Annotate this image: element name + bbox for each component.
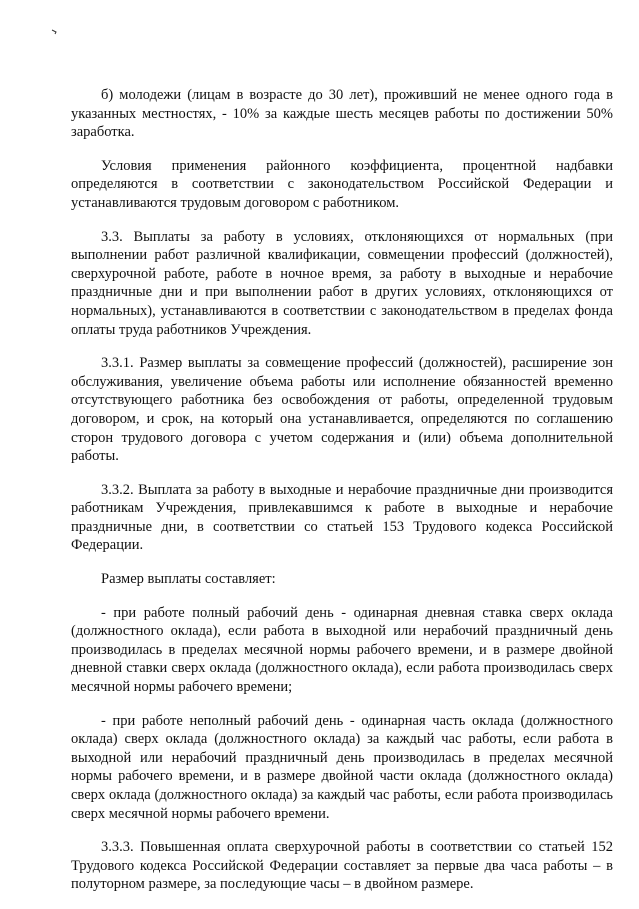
paragraph-3-3-3: 3.3.3. Повышенная оплата сверхурочной работы в соответствии со статьей 152 Трудового кодекса Российской Федерации составляет за первые два часа работы – в полуторном размере, за последующие часы – в двойном размере. <box>71 839 613 893</box>
paragraph-conditions: Условия применения районного коэффициента, процентной надбавки определяются в соответствии с законодательством Российской Федерации и устанавливаются трудовым договором с работником. <box>71 157 613 211</box>
paragraph-3-3: 3.3. Выплаты за работу в условиях, отклоняющихся от нормальных (при выполнении работ различной квалификации, совмещении профессий (должностей), сверхурочной работе, работе в ночное время, за работу в выходные и нерабочие праздничные дни и при выполнении работ в других условиях, отклоняющихся от нормальных), устанавливаются в соответствии с законодательством в пределах фонда оплаты труда работников Учреждения. <box>71 228 613 338</box>
paragraph-3-3-1: 3.3.1. Размер выплаты за совмещение профессий (должностей), расширение зон обслуживания, увеличение объема работы или исполнение обязанностей временно отсутствующего работника без освобождения от работы, определенной трудовым договором, и срок, на который она устанавливается, определяются по соглашению сторон трудового договора с учетом содержания и (или) объема дополнительной работы. <box>71 355 613 465</box>
scan-speck-icon <box>51 28 59 36</box>
paragraph-youth-allowance: б) молодежи (лицам в возрасте до 30 лет), проживший не менее одного года в указанных местностях, - 10% за каждые шесть месяцев работы по достижении 50% заработка. <box>71 87 613 141</box>
paragraph-payment-size: Размер выплаты составляет: <box>101 571 276 588</box>
document-body <box>71 86 613 909</box>
paragraph-part-day: - при работе неполный рабочий день - одинарная часть оклада (должностного оклада) сверх оклада (должностного оклада) за каждый час работы, если работа в выходной или нерабочий праздничный день производилась в пределах месячной нормы рабочего времени, и в размере двойной части оклада (должностного оклада) сверх оклада (должностного оклада) за каждый час работы, если работа производилась сверх месячной нормы рабочего времени. <box>71 712 613 822</box>
paragraph-full-day: - при работе полный рабочий день - одинарная дневная ставка сверх оклада (должностного оклада), если работа в выходной или нерабочий праздничный день производилась в пределах месячной нормы рабочего времени, и в размере двойной дневной ставки сверх оклада (должностного оклада), если работа производилась сверх месячной нормы рабочего времени; <box>71 604 613 696</box>
paragraph-3-3-2: 3.3.2. Выплата за работу в выходные и нерабочие праздничные дни производится работникам Учреждения, привлекавшимся к работе в выходные и нерабочие праздничные дни, в соответствии со статьей 153 Трудового кодекса Российской Федерации. <box>71 481 613 554</box>
